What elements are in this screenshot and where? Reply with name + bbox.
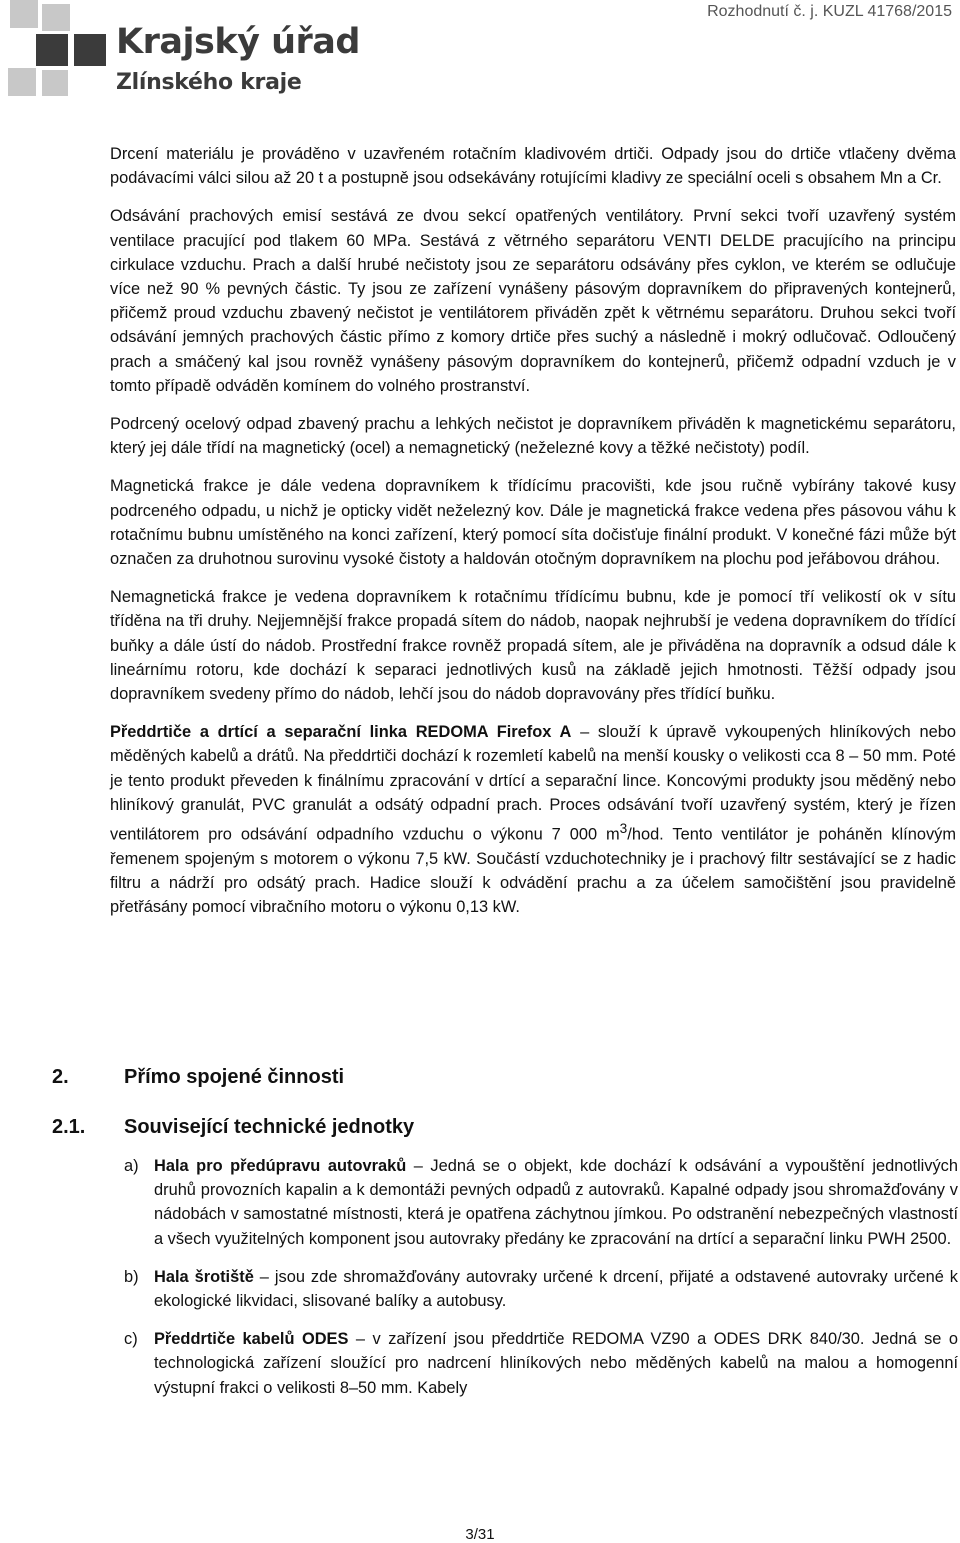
logo-square-light-2 — [42, 4, 70, 31]
main-content — [110, 142, 956, 933]
list-item-title: Předdrtiče kabelů ODES — [154, 1330, 349, 1349]
section-title: Přímo spojené činnosti — [124, 1066, 345, 1088]
paragraph-magnetic-fraction: Magnetická frakce je dále vedena dopravníkem k třídícímu pracovišti, kde jsou ručně vybírány takové kusy podrceného odpadu, u nichž je opticky vidět neželezný kov. Dále je magnetická frakce vedena přes pásovou váhu k rotačnímu bubnu umístěného na konci zařízení, který pomocí síta dočisťuje finální produkt. V konečné fázi může být označen za druhotnou surovinu vysoké čistoty a haldován otočným dopravníkem na plochu pod jeřábovou dráhou. — [110, 477, 956, 569]
page-number: 3/31 — [465, 1526, 495, 1543]
document-reference: Rozhodnutí č. j. KUZL 41768/2015 — [707, 3, 952, 20]
list-item — [124, 1154, 958, 1251]
logo — [8, 0, 360, 105]
list-item-title: Hala šrotiště — [154, 1267, 254, 1286]
logo-square-light-1 — [10, 0, 38, 28]
section-heading-2-1 — [52, 1116, 414, 1139]
redoma-line-text-b: /hod. Tento ventilátor je poháněn klínovým řemenem spojeným s motorem o výkonu 7,5 kW. Součástí vzduchotechniky je i prachový filtr sestávající se z hadic filtru a nádrží pro odsátý prach. Hadice slouží k odvádění prachu a za účelem samočištění jsou pravidelně přetřásány pomocí vibračního motoru o výkonu 0,13 kW. — [110, 825, 956, 917]
paragraph-dust-extraction: Odsávání prachových emisí sestává ze dvou sekcí opatřených ventilátory. První sekci tvoří uzavřený systém ventilace pracující pod tlakem 60 MPa. Sestává z větrného separátoru VENTI DELDE pracujícího na principu cirkulace vzduchu. Prach a další hrubé nečistoty jsou ze separátoru odsávány přes cyklon, ve kterém se odlučuje více než 90 % pevných částic. Ty jsou ze zařízení vynášeny pásovým dopravníkem do připravených kontejnerů, přičemž proud vzduchu zbavený nečistot je ventilátorem přiváděn zpět k větrnému separátoru. Druhou sekci tvoří odsávání jemných prachových částic přímo z komory drtiče přes suchý a následně i mokrý odlučovač. Odloučený prach a smáčený kal jsou rovněž vynášeny pásovým dopravníkem do kontejnerů, přičemž odpadní vzduch je v tomto případě odváděn komínem do volného prostranství. — [110, 207, 956, 395]
list-item-text: – v zařízení jsou předdrtiče REDOMA VZ90 a ODES DRK 840/30. Jedná se o technologická zařízení sloužící pro nadrcení hliníkových nebo měděných kabelů na malou a homogenní výstupní frakci o velikosti 8–50 mm. Kabely — [154, 1330, 958, 1397]
logo-square-light-3 — [8, 68, 36, 96]
logo-square-dark-1 — [36, 34, 68, 66]
redoma-line-text-a: – slouží k úpravě vykoupených hliníkových nebo měděných kabelů a drátů. Na předdrtiči dochází k rozemletí kabelů na menší kousky o velikosti cca 8 – 50 mm. Poté je tento produkt převeden k finálnímu zpracování v drtící a separační lince. Koncovými produkty jsou měděný nebo hliníkový granulát, PVC granulát a odsátý odpadní prach. Proces odsávání tvoří uzavřený systém, který je řízen ventilátorem pro odsávání odpadního vzduchu o výkonu 7 000 m — [110, 723, 956, 844]
list-marker: c) — [124, 1330, 138, 1349]
list-item-title: Hala pro předúpravu autovraků — [154, 1157, 407, 1175]
logo-title: Krajský úřad — [116, 22, 360, 62]
section-heading-2 — [52, 1066, 344, 1089]
cubic-superscript: 3 — [619, 821, 628, 837]
logo-square-dark-2 — [74, 34, 106, 66]
redoma-line-title: Předdrtiče a drtící a separační linka REDOMA Firefox A — [110, 723, 572, 742]
paragraph-nonmagnetic-fraction: Nemagnetická frakce je vedena dopravníkem k rotačnímu třídícímu bubnu, kde je pomocí tří velikostí ok v sítu tříděna na tři druhy. Nejjemnější frakce propadá sítem do nádob, naopak nejhrubší je vedena dopravníkem do třídící buňky a dále ústí do nádob. Prostřední frakce rovněž propadá sítem, ale je přiváděna na dopravník a odsud dále k lineárnímu rotoru, kde dochází k separaci jednotlivých kusů na základě jejich hmotnosti. Těžší odpady jsou dopravníkem svedeny přímo do nádob, lehčí jsou do nádob dopravovány přes třídící buňku. — [110, 588, 956, 704]
list-item-text: – jsou zde shromažďovány autovraky určené k drcení, přijaté a odstavené autovraky určené k ekologické likvidaci, slisované balíky a autobusy. — [154, 1267, 958, 1311]
list-item-text: – Jedná se o objekt, kde dochází k odsávání a vypouštění jednotlivých druhů provozních kapalin a k demontáži pevných odpadů z autovraků. Kapalné odpady jsou shromažďovány v nádobách v samostatné místnosti, která je opatřena záchytnou jímkou. Po odstranění nebezpečných vlastností a všech využitelných komponent jsou autovraky předány ke zpracování na drtící a separační linku PWH 2500. — [154, 1157, 958, 1248]
section-title: Související technické jednotky — [124, 1116, 415, 1138]
paragraph-magnetic-separator: Podrcený ocelový odpad zbavený prachu a lehkých nečistot je dopravníkem přiváděn k magnetickému separátoru, který jej dále třídí na magnetický (ocel) a nemagnetický (neželezné kovy a těžké nečistoty) podíl. — [110, 415, 956, 458]
section-number: 2.1. — [52, 1116, 86, 1138]
list-marker: b) — [124, 1267, 139, 1286]
logo-subtitle: Zlínského kraje — [116, 70, 302, 95]
paragraph-crushing: Drcení materiálu je prováděno v uzavřeném rotačním kladivovém drtiči. Odpady jsou do drtiče vtlačeny dvěma podávacími válci silou až 20 t a postupně jsou odsekávány rotujícími kladivy ze speciální oceli s obsahem Mn a Cr. — [110, 145, 956, 188]
list-item — [124, 1327, 958, 1400]
technical-units-list — [124, 1154, 958, 1414]
list-item — [124, 1265, 958, 1313]
logo-square-light-4 — [42, 70, 68, 96]
paragraph-redoma-line — [110, 720, 956, 919]
section-number: 2. — [52, 1066, 69, 1088]
list-marker: a) — [124, 1157, 139, 1175]
